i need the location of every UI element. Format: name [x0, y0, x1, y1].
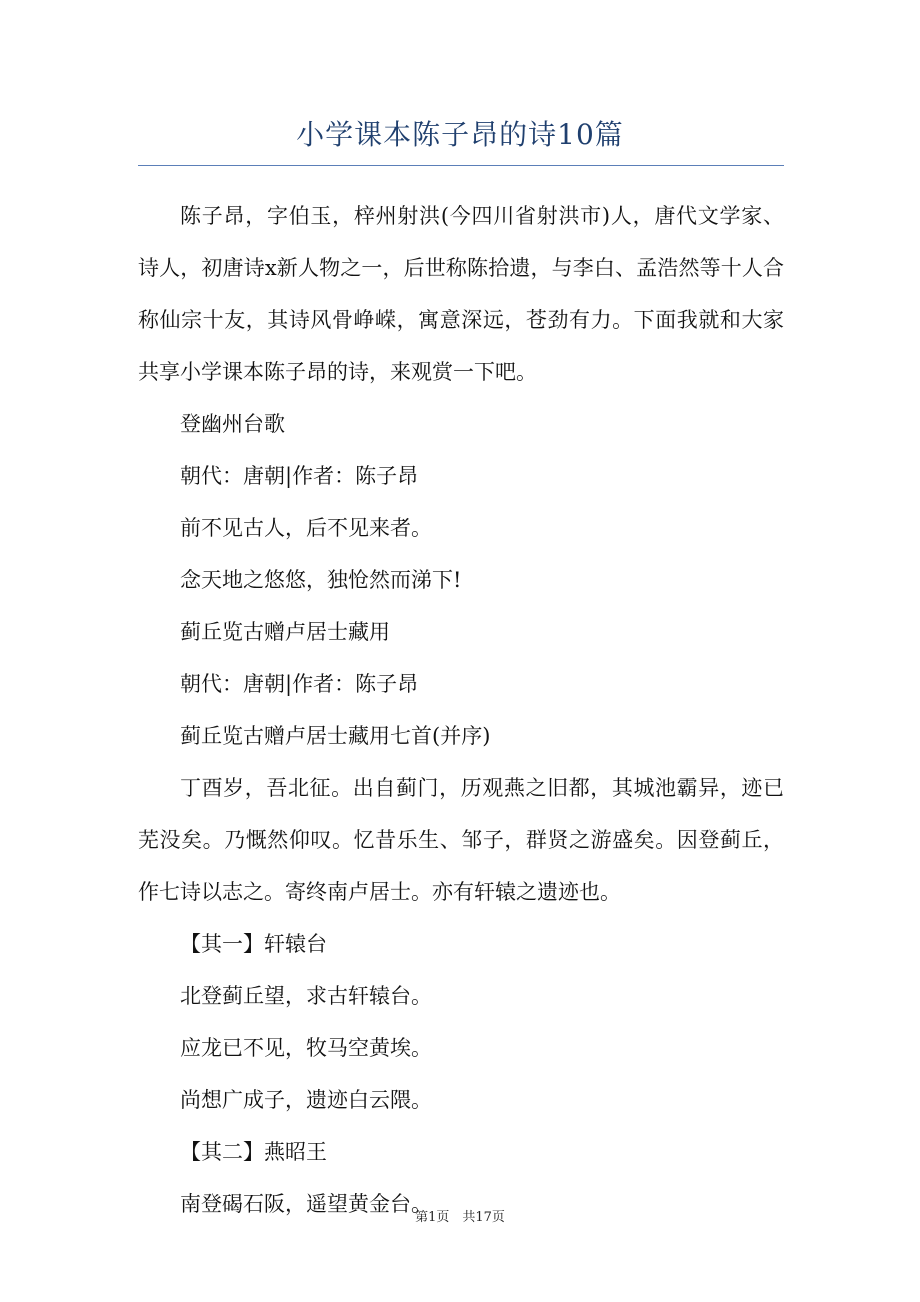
poem-title: 登幽州台歌: [180, 412, 285, 436]
poem-subtitle: 蓟丘览古赠卢居士藏用七首(并序): [180, 724, 491, 748]
section-heading: 【其二】燕昭王: [180, 1140, 327, 1164]
poem-line: 南登碣石阪，遥望黄金台。: [180, 1192, 432, 1216]
poem-line: 前不见古人，后不见来者。: [180, 516, 432, 540]
poem-line: 北登蓟丘望，求古轩辕台。: [180, 984, 432, 1008]
title-divider: [138, 165, 784, 166]
poem-line: 尚想广成子，遗迹白云隈。: [180, 1088, 432, 1112]
poem-line: 念天地之悠悠，独怆然而涕下!: [180, 568, 462, 592]
poem-preface: 丁酉岁，吾北征。出自蓟门，历观燕之旧都，其城池霸异，迹已芜没矣。乃慨然仰叹。忆昔乐生、邹子，群贤之游盛矣。因登蓟丘，作七诗以志之。寄终南卢居士。亦有轩辕之遗迹也。: [138, 776, 784, 904]
document-body: [138, 190, 784, 1230]
page-title: 小学课本陈子昂的诗10篇: [296, 118, 624, 151]
poem-meta: 朝代：唐朝|作者：陈子昂: [180, 672, 419, 696]
poem-meta: 朝代：唐朝|作者：陈子昂: [180, 464, 419, 488]
section-heading: 【其一】轩辕台: [180, 932, 327, 956]
page-number: 第1页 共17页: [415, 1210, 505, 1225]
poem-title: 蓟丘览古赠卢居士藏用: [180, 620, 390, 644]
intro-paragraph: 陈子昂，字伯玉，梓州射洪(今四川省射洪市)人，唐代文学家、诗人，初唐诗x新人物之一，后世称陈拾遗，与李白、孟浩然等十人合称仙宗十友，其诗风骨峥嵘，寓意深远，苍劲有力。下面我就和大家共享小学课本陈子昂的诗，来观赏一下吧。: [138, 204, 784, 384]
poem-line: 应龙已不见，牧马空黄埃。: [180, 1036, 432, 1060]
